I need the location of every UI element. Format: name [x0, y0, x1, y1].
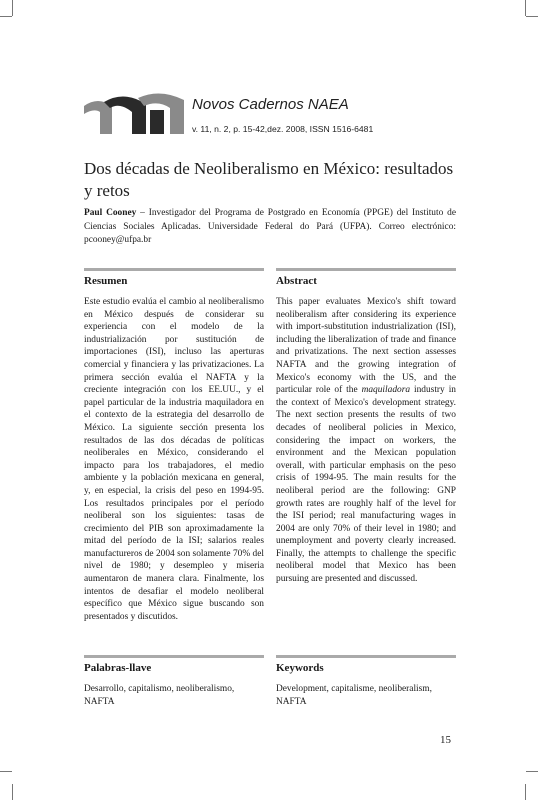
resumen-heading: Resumen [84, 275, 128, 287]
keywords-heading: Keywords [276, 662, 324, 674]
author-name: Paul Cooney [84, 208, 137, 218]
palabras-section [84, 655, 264, 708]
crop-mark [0, 16, 12, 29]
crop-mark [0, 771, 12, 784]
journal-logo [84, 92, 188, 134]
crop-mark [12, 0, 25, 16]
section-rule [276, 655, 456, 658]
author-affiliation: – Investigador del Programa de Postgrado en Economía (PPGE) del Instituto de Ciencias Sociales Aplicadas. Universidade Federal do Pará (UFPA). Correo electrónico: pcooney@ufpa.br [84, 208, 456, 246]
keywords-section [276, 655, 456, 708]
abstract-heading: Abstract [276, 275, 317, 287]
resumen-section [84, 268, 264, 623]
crop-mark [513, 784, 526, 800]
keywords-text: Development, capitalisme, neoliberalism, NAFTA [276, 684, 432, 707]
journal-citation: v. 11, n. 2, p. 15-42,dez. 2008, ISSN 1516-6481 [192, 124, 374, 134]
section-rule [84, 268, 264, 271]
journal-name: Novos Cadernos NAEA [192, 96, 349, 113]
abstract-text-part: industry in the context of Mexico's development strategy. The next section presents the results of two decades of neoliberal policies in Mexico, considering the impact on workers, the environment and the Mexican population overall, with particular emphasis on the peso crisis of 1994-95. The main results for the neoliberal period are the following: GNP growth rates are roughly half of the level for the ISI period; real manufacturing wages in 2004 are only 70% of their level in 1980; and unemployment and poverty clearly increased. Finally, the attempts to challenge the specific neoliberal model that Mexico has been pursuing are presented and discussed. [276, 385, 456, 585]
abstract-text-italic: maquiladora [361, 385, 411, 396]
crop-mark [526, 771, 538, 784]
section-rule [84, 655, 264, 658]
article-title: Dos décadas de Neoliberalismo en México: resultados y retos [84, 159, 454, 200]
palabras-text: Desarrollo, capitalismo, neoliberalismo, NAFTA [84, 684, 235, 707]
crop-mark [513, 0, 526, 16]
section-rule [276, 268, 456, 271]
palabras-heading: Palabras-llave [84, 662, 152, 674]
page-number: 15 [440, 734, 451, 746]
crop-mark [526, 16, 538, 29]
resumen-text: Este estudio evalúa el cambio al neoliberalismo en México después de considerar su experiencia con el modelo de la industrialización por sustitución de importaciones (ISI), incluso las aperturas comercial y financiera y las privatizaciones. La primera sección evalúa el NAFTA y la creciente integración con los EE.UU., y el papel particular de la industria maquiladora en el contexto de la estrategia del desarrollo de México. La siguiente sección presenta los resultados de las dos décadas de políticas neoliberales en México, considerando el impacto para los trabajadores, el medio ambiente y la población mexicana en general, y, en especial, la crisis del peso en 1994-95. Los resultados principales por el período neoliberal son los siguientes: tasas de crecimiento del PIB son aproximadamente la mitad del período de la ISI; salarios reales manufactureros de 2004 son solamente 70% del nivel de 1980; y desempleo y miseria aumentaron de manera clara. Finalmente, los intentos de desafiar el modelo neoliberal específico que México sigue buscando son presentados y discutidos. [84, 297, 264, 622]
author-block [84, 207, 456, 248]
abstract-text-part: This paper evaluates Mexico's shift toward neoliberalism after considering its experience with import-substitution industrialization (ISI), including the liberalization of trade and finance and privatizations. The next section assesses NAFTA and the growing integration of Mexico's economy with the US, and the particular role of the [276, 297, 456, 396]
abstract-section [276, 268, 456, 586]
abstract-text [276, 296, 456, 586]
crop-mark [12, 784, 25, 800]
